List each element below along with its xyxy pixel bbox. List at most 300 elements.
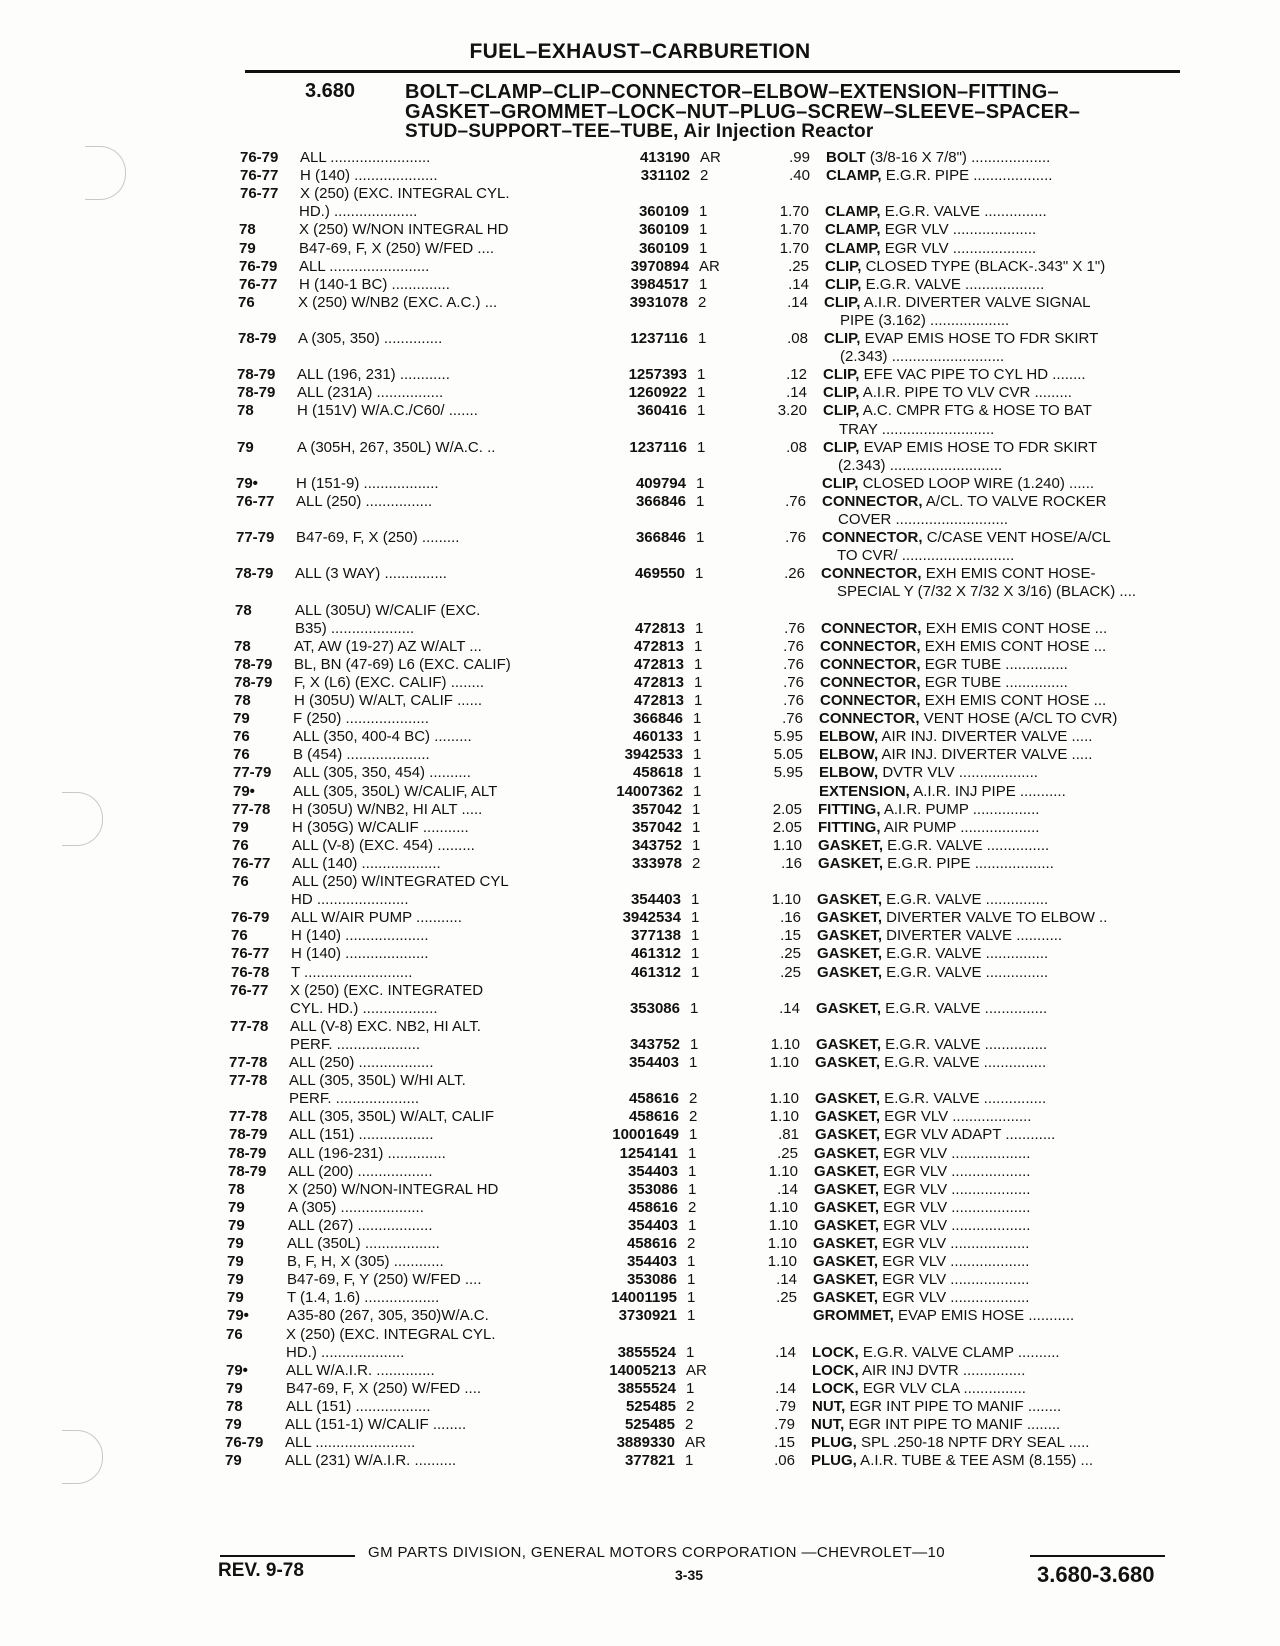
part-detail: CLOSED LOOP WIRE (1.240) ...... <box>858 474 1095 492</box>
table-row <box>0 1235 1280 1253</box>
price: 1.10 <box>769 1108 799 1126</box>
table-row <box>0 1307 1280 1325</box>
footer-rule-left <box>220 1555 355 1557</box>
description <box>822 475 1232 493</box>
section-title-line-3 <box>405 122 1185 142</box>
description <box>819 710 1229 728</box>
application: ALL (350L) .................. <box>287 1235 440 1252</box>
application: B (454) .................... <box>293 746 430 764</box>
part-detail: E.G.R. VALVE ............... <box>883 836 1050 854</box>
application: H (151V) W/A.C./C60/ ....... <box>297 402 478 420</box>
application: A (305, 350) .............. <box>298 330 443 347</box>
part-detail: DIVERTER VALVE TO ELBOW .. <box>882 909 1108 927</box>
part-detail: EGR VLV ADAPT ............ <box>880 1126 1056 1144</box>
price: .76 <box>784 619 805 637</box>
part-number: 458616 <box>628 1108 679 1126</box>
model-year: 76-77 <box>230 981 269 999</box>
table-row <box>0 511 1280 529</box>
part-detail: SPL .250-18 NPTF DRY SEAL ..... <box>856 1434 1090 1452</box>
part-detail: E.G.R. VALVE ............... <box>880 1054 1047 1071</box>
description <box>813 1235 1223 1253</box>
model-year: 78 <box>228 1180 245 1198</box>
part-detail: E.G.R. VALVE CLAMP .......... <box>858 1343 1060 1361</box>
part-detail: DIVERTER VALVE ........... <box>882 927 1063 945</box>
part-detail: A.I.R. PIPE TO VLV CVR ......... <box>859 384 1072 402</box>
table-row <box>0 1072 1280 1090</box>
quantity: 1 <box>690 999 699 1017</box>
section-title <box>405 82 1185 142</box>
quantity: 1 <box>694 673 703 691</box>
application: B, F, H, X (305) ............ <box>287 1253 444 1271</box>
application: AT, AW (19-27) AZ W/ALT ... <box>294 637 482 655</box>
quantity: 1 <box>687 1253 696 1271</box>
model-year: 79 <box>225 1452 242 1470</box>
part-detail: EXH EMIS CONT HOSE- <box>921 565 1096 583</box>
quantity: 1 <box>691 927 700 945</box>
part-name: GASKET, <box>814 1144 880 1162</box>
application: ALL (151) .................. <box>286 1397 431 1415</box>
description <box>839 421 1249 439</box>
quantity: 1 <box>686 1343 695 1361</box>
part-number: 357042 <box>631 800 682 818</box>
model-year: 76 <box>233 728 250 746</box>
application: ALL (196, 231) ............ <box>297 366 450 384</box>
part-detail: E.G.R. VALVE ................... <box>861 275 1045 293</box>
application: F (250) .................... <box>293 710 429 728</box>
part-name: CONNECTOR, <box>820 673 921 691</box>
table-row <box>0 1434 1280 1452</box>
quantity: 1 <box>693 728 702 746</box>
quantity: 1 <box>691 945 700 963</box>
quantity: 1 <box>688 1180 697 1198</box>
table-row <box>0 185 1280 203</box>
price: .25 <box>780 945 801 963</box>
table-row <box>0 1253 1280 1271</box>
model-year: 76-79 <box>231 909 270 927</box>
price: 2.05 <box>772 800 802 818</box>
table-row <box>0 1344 1280 1362</box>
application: PERF. .................... <box>290 1035 421 1053</box>
model-year: 77-79 <box>236 529 275 547</box>
price: 3.20 <box>777 402 807 420</box>
application: H (140) .................... <box>291 945 429 963</box>
model-year: 78 <box>234 692 251 709</box>
table-row <box>0 855 1280 873</box>
part-detail: TO CVR/ ........................... <box>837 547 1015 565</box>
quantity: 2 <box>698 293 707 311</box>
application: ALL (231) W/A.I.R. .......... <box>285 1452 457 1470</box>
part-detail: SPECIAL Y (7/32 X 7/32 X 3/16) (BLACK) .... <box>837 583 1137 601</box>
price: .76 <box>783 692 804 709</box>
description <box>813 1253 1223 1271</box>
table-row <box>0 493 1280 511</box>
part-number: 472813 <box>633 637 684 655</box>
price: .08 <box>786 438 807 456</box>
description <box>812 1362 1222 1380</box>
price: .40 <box>789 167 810 185</box>
model-year: 79• <box>226 1361 248 1379</box>
part-name: ELBOW, <box>819 764 879 782</box>
model-year: 76-77 <box>232 854 271 872</box>
quantity: 1 <box>687 1307 696 1325</box>
part-name: GASKET, <box>813 1271 879 1289</box>
price: .16 <box>781 854 802 872</box>
section-title-line-3-rest: Air Injection Reactor <box>678 121 874 142</box>
part-name: GASKET, <box>813 1289 879 1307</box>
part-name: CLIP, <box>823 366 860 384</box>
table-row <box>0 964 1280 982</box>
part-name: ELBOW, <box>819 728 879 746</box>
part-name: CLAMP, <box>825 221 881 239</box>
description <box>818 855 1228 873</box>
description <box>826 167 1236 185</box>
quantity: 1 <box>699 221 708 239</box>
description <box>812 1344 1222 1362</box>
model-year: 79 <box>233 710 250 728</box>
description <box>823 402 1233 420</box>
part-number: 525485 <box>625 1397 676 1415</box>
model-year: 76 <box>232 836 249 854</box>
part-detail: E.G.R. VALVE ............... <box>881 1035 1048 1053</box>
quantity: 2 <box>688 1198 697 1216</box>
table-row <box>0 475 1280 493</box>
model-year: 77-78 <box>229 1108 268 1126</box>
part-name: EXTENSION, <box>819 782 910 800</box>
price: .08 <box>787 330 808 347</box>
model-year: 78 <box>226 1397 243 1415</box>
application: H (151-9) .................. <box>296 474 439 492</box>
part-number: 354403 <box>628 1054 679 1071</box>
part-name: CLIP, <box>823 438 860 456</box>
quantity: 1 <box>697 438 706 456</box>
part-number: 360109 <box>638 239 689 257</box>
table-row <box>0 221 1280 239</box>
part-number: 366846 <box>635 492 686 510</box>
price: .99 <box>789 149 810 166</box>
price: 1.10 <box>768 1162 798 1180</box>
price: .76 <box>782 710 803 728</box>
price: .79 <box>774 1416 795 1433</box>
price: 1.10 <box>769 1054 799 1071</box>
part-detail: DVTR VLV ................... <box>878 764 1038 782</box>
price: .81 <box>778 1126 799 1144</box>
part-detail: (2.343) ........................... <box>840 348 1005 366</box>
section-title-line-3-bold: STUD–SUPPORT–TEE–TUBE, <box>405 121 679 142</box>
part-number: 354403 <box>626 1253 677 1271</box>
header-rule <box>245 70 1180 73</box>
application: ALL (350, 400-4 BC) ......... <box>293 728 472 746</box>
description <box>811 1434 1221 1452</box>
application: B47-69, F, Y (250) W/FED .... <box>287 1271 482 1289</box>
table-row <box>0 583 1280 601</box>
application: A35-80 (267, 305, 350)W/A.C. <box>287 1307 489 1325</box>
part-detail: EGR VLV ................... <box>880 1108 1032 1126</box>
description <box>818 801 1228 819</box>
description <box>822 529 1232 547</box>
part-name: GASKET, <box>814 1198 880 1216</box>
part-number: 525485 <box>624 1416 675 1433</box>
application: ALL (250) .................. <box>289 1054 434 1071</box>
part-name: GASKET, <box>817 963 883 981</box>
section-number: 3.680 <box>305 80 356 102</box>
price: 5.95 <box>773 764 803 782</box>
price: .76 <box>785 492 806 510</box>
quantity: 1 <box>696 529 705 547</box>
section-title-line-2: GASKET–GROMMET–LOCK–NUT–PLUG–SCREW–SLEEVE–SPACER– <box>405 101 1081 123</box>
application: ALL (305, 350L) W/ALT, CALIF <box>289 1108 495 1126</box>
table-row <box>0 1326 1280 1344</box>
application: H (305G) W/CALIF ........... <box>292 818 469 836</box>
part-number: 354403 <box>627 1162 678 1180</box>
description <box>813 1289 1223 1307</box>
model-year: 78-79 <box>235 565 274 583</box>
part-detail: A.I.R. DIVERTER VALVE SIGNAL <box>860 293 1091 311</box>
price: .14 <box>787 293 808 311</box>
description <box>815 1126 1225 1144</box>
revision-label: REV. 9-78 <box>218 1560 304 1581</box>
part-detail: E.G.R. VALVE ............... <box>880 1090 1047 1108</box>
description <box>823 439 1233 457</box>
model-year: 76 <box>233 746 250 764</box>
table-row <box>0 547 1280 565</box>
quantity: 2 <box>689 1108 698 1126</box>
quantity: 1 <box>694 637 703 655</box>
description <box>812 1398 1222 1416</box>
description <box>814 1217 1224 1235</box>
part-detail: EGR VLV ................... <box>878 1253 1030 1271</box>
quantity: 1 <box>692 818 701 836</box>
part-name: CLIP, <box>823 384 860 402</box>
model-year: 78 <box>235 601 252 619</box>
quantity: 1 <box>698 330 707 347</box>
part-detail: EXH EMIS CONT HOSE ... <box>920 692 1107 709</box>
part-detail: A/CL. TO VALVE ROCKER <box>922 492 1107 510</box>
model-year: 76 <box>232 873 249 890</box>
part-name: CLAMP, <box>825 203 881 221</box>
table-row <box>0 529 1280 547</box>
part-name: CONNECTOR, <box>822 492 923 510</box>
table-row <box>0 1271 1280 1289</box>
part-detail: EXH EMIS CONT HOSE ... <box>921 619 1108 637</box>
part-detail: EGR VLV ................... <box>878 1271 1030 1289</box>
model-year: 77-78 <box>232 800 271 818</box>
part-detail: A.I.R. INJ PIPE ........... <box>909 782 1066 800</box>
part-number: 3855524 <box>617 1379 676 1397</box>
model-year: 76-79 <box>240 149 279 166</box>
application: PERF. .................... <box>289 1090 420 1108</box>
table-row <box>0 728 1280 746</box>
application: X (250) (EXC. INTEGRAL CYL. <box>286 1325 496 1343</box>
price: .25 <box>776 1289 797 1307</box>
model-year: 77-79 <box>233 764 272 782</box>
part-number: 458618 <box>632 764 683 782</box>
part-name: GASKET, <box>814 1216 880 1234</box>
part-number: 377821 <box>624 1452 675 1470</box>
table-row <box>0 1126 1280 1144</box>
model-year: 76-78 <box>231 963 270 981</box>
description <box>837 583 1247 601</box>
part-detail: CLOSED TYPE (BLACK-.343" X 1") <box>861 257 1106 275</box>
part-name: CLIP, <box>825 275 862 293</box>
description <box>840 348 1250 366</box>
price: .76 <box>785 529 806 547</box>
part-name: CLIP, <box>824 330 861 347</box>
quantity: 1 <box>695 619 704 637</box>
model-year: 78 <box>234 637 251 655</box>
model-year: 76-77 <box>240 167 279 185</box>
table-row <box>0 674 1280 692</box>
part-detail: A.C. CMPR FTG & HOSE TO BAT <box>859 402 1092 420</box>
description <box>815 1090 1225 1108</box>
part-number: 1254141 <box>619 1144 678 1162</box>
quantity: 1 <box>693 746 702 764</box>
part-number: 469550 <box>634 565 685 583</box>
quantity: 1 <box>688 1162 697 1180</box>
description <box>821 620 1231 638</box>
quantity: 1 <box>691 891 700 909</box>
part-detail: C/CASE VENT HOSE/A/CL <box>922 529 1111 547</box>
table-row <box>0 312 1280 330</box>
price: 1.10 <box>769 1090 799 1108</box>
price: 1.70 <box>779 239 809 257</box>
part-detail: EGR TUBE ............... <box>920 673 1068 691</box>
application: ALL (151-1) W/CALIF ........ <box>285 1416 467 1433</box>
part-name: ELBOW, <box>819 746 879 764</box>
quantity: 1 <box>692 800 701 818</box>
part-detail: EVAP EMIS HOSE ........... <box>893 1307 1075 1325</box>
table-row <box>0 1452 1280 1470</box>
part-name: LOCK, <box>812 1361 859 1379</box>
model-year: 78-79 <box>234 673 273 691</box>
application: ALL (200) .................. <box>288 1162 433 1180</box>
section-range: 3.680-3.680 <box>1037 1562 1155 1587</box>
quantity: 1 <box>699 275 708 293</box>
part-detail: EGR VLV ................... <box>879 1144 1031 1162</box>
part-detail: EGR VLV ................... <box>879 1216 1031 1234</box>
quantity: 1 <box>697 402 706 420</box>
application: ALL (267) .................. <box>288 1216 433 1234</box>
application: A (305) .................... <box>288 1198 424 1216</box>
table-row <box>0 149 1280 167</box>
footer-rule-right <box>1030 1555 1165 1557</box>
part-name: LOCK, <box>812 1343 859 1361</box>
model-year: 79 <box>227 1253 244 1271</box>
table-row <box>0 565 1280 583</box>
table-row <box>0 819 1280 837</box>
description <box>824 294 1234 312</box>
application: X (250) W/NON INTEGRAL HD <box>299 221 509 239</box>
model-year: 78-79 <box>229 1126 268 1144</box>
application: ALL (231A) ................ <box>297 384 444 402</box>
model-year: 79 <box>228 1198 245 1216</box>
quantity: 2 <box>686 1397 695 1415</box>
application: X (250) W/NB2 (EXC. A.C.) ... <box>298 293 498 311</box>
application: ALL ........................ <box>285 1434 416 1452</box>
model-year: 78-79 <box>228 1144 267 1162</box>
price: .12 <box>786 366 807 384</box>
part-name: PLUG, <box>811 1452 857 1470</box>
quantity: 1 <box>695 565 704 583</box>
part-name: CONNECTOR, <box>820 637 921 655</box>
part-name: FITTING, <box>818 800 881 818</box>
model-year: 79• <box>227 1307 249 1325</box>
table-row <box>0 764 1280 782</box>
model-year: 79 <box>239 239 256 257</box>
table-row <box>0 982 1280 1000</box>
model-year: 78-79 <box>237 366 276 384</box>
part-name: PLUG, <box>811 1434 857 1452</box>
quantity: 2 <box>689 1090 698 1108</box>
part-number: 331102 <box>640 167 690 185</box>
model-year: 78-79 <box>234 655 273 673</box>
description <box>823 384 1233 402</box>
price: .14 <box>788 275 809 293</box>
application: ALL W/AIR PUMP ........... <box>291 909 462 927</box>
description <box>820 692 1230 710</box>
part-number: 14007362 <box>616 782 683 800</box>
application: H (140) .................... <box>291 927 429 945</box>
part-detail: E.G.R. PIPE ................... <box>883 854 1054 872</box>
part-number: 3889330 <box>616 1434 675 1452</box>
table-row <box>0 891 1280 909</box>
model-year: 78 <box>239 221 256 239</box>
price: .76 <box>783 655 804 673</box>
description <box>817 891 1227 909</box>
part-detail: EGR VLV ................... <box>879 1198 1031 1216</box>
model-year: 76-77 <box>236 492 275 510</box>
table-row <box>0 873 1280 891</box>
price: 1.10 <box>771 891 801 909</box>
quantity: AR <box>685 1434 706 1452</box>
section-title-line-1: BOLT–CLAMP–CLIP–CONNECTOR–ELBOW–EXTENSION–FITTING– <box>405 81 1059 103</box>
application: BL, BN (47-69) L6 (EXC. CALIF) <box>294 655 511 673</box>
description <box>814 1163 1224 1181</box>
part-name: LOCK, <box>812 1379 859 1397</box>
description <box>812 1380 1222 1398</box>
application: ALL ........................ <box>299 257 430 275</box>
price: .76 <box>783 637 804 655</box>
part-number: 357042 <box>631 818 682 836</box>
application: ALL (151) .................. <box>289 1126 434 1144</box>
application: ALL (140) ................... <box>292 854 441 872</box>
description <box>814 1145 1224 1163</box>
part-name: CONNECTOR, <box>822 529 923 547</box>
application: ALL (196-231) .............. <box>288 1144 446 1162</box>
part-detail: A.I.R. TUBE & TEE ASM (8.155) ... <box>856 1452 1094 1470</box>
application: B47-69, F, X (250) W/FED .... <box>299 239 495 257</box>
model-year: 79• <box>236 474 258 492</box>
part-detail: EGR VLV ................... <box>879 1162 1031 1180</box>
part-number: 360109 <box>638 221 689 239</box>
application: ALL (305, 350L) W/HI ALT. <box>289 1072 466 1090</box>
price: 1.10 <box>767 1253 797 1271</box>
part-detail: AIR INJ DVTR ............... <box>858 1361 1026 1379</box>
part-detail: E.G.R. VALVE ............... <box>882 963 1049 981</box>
table-row <box>0 1199 1280 1217</box>
table-row <box>0 1380 1280 1398</box>
part-name: GASKET, <box>818 854 884 872</box>
part-name: FITTING, <box>818 818 881 836</box>
part-name: GASKET, <box>815 1108 881 1126</box>
part-number: 343752 <box>629 1035 680 1053</box>
model-year: 79• <box>233 782 255 800</box>
table-row <box>0 837 1280 855</box>
model-year: 77-78 <box>229 1072 268 1090</box>
part-name: CLIP, <box>822 474 859 492</box>
quantity: 1 <box>696 474 705 492</box>
application: ALL (305, 350L) W/CALIF, ALT <box>293 782 498 800</box>
application: A (305H, 267, 350L) W/A.C. .. <box>297 438 496 456</box>
